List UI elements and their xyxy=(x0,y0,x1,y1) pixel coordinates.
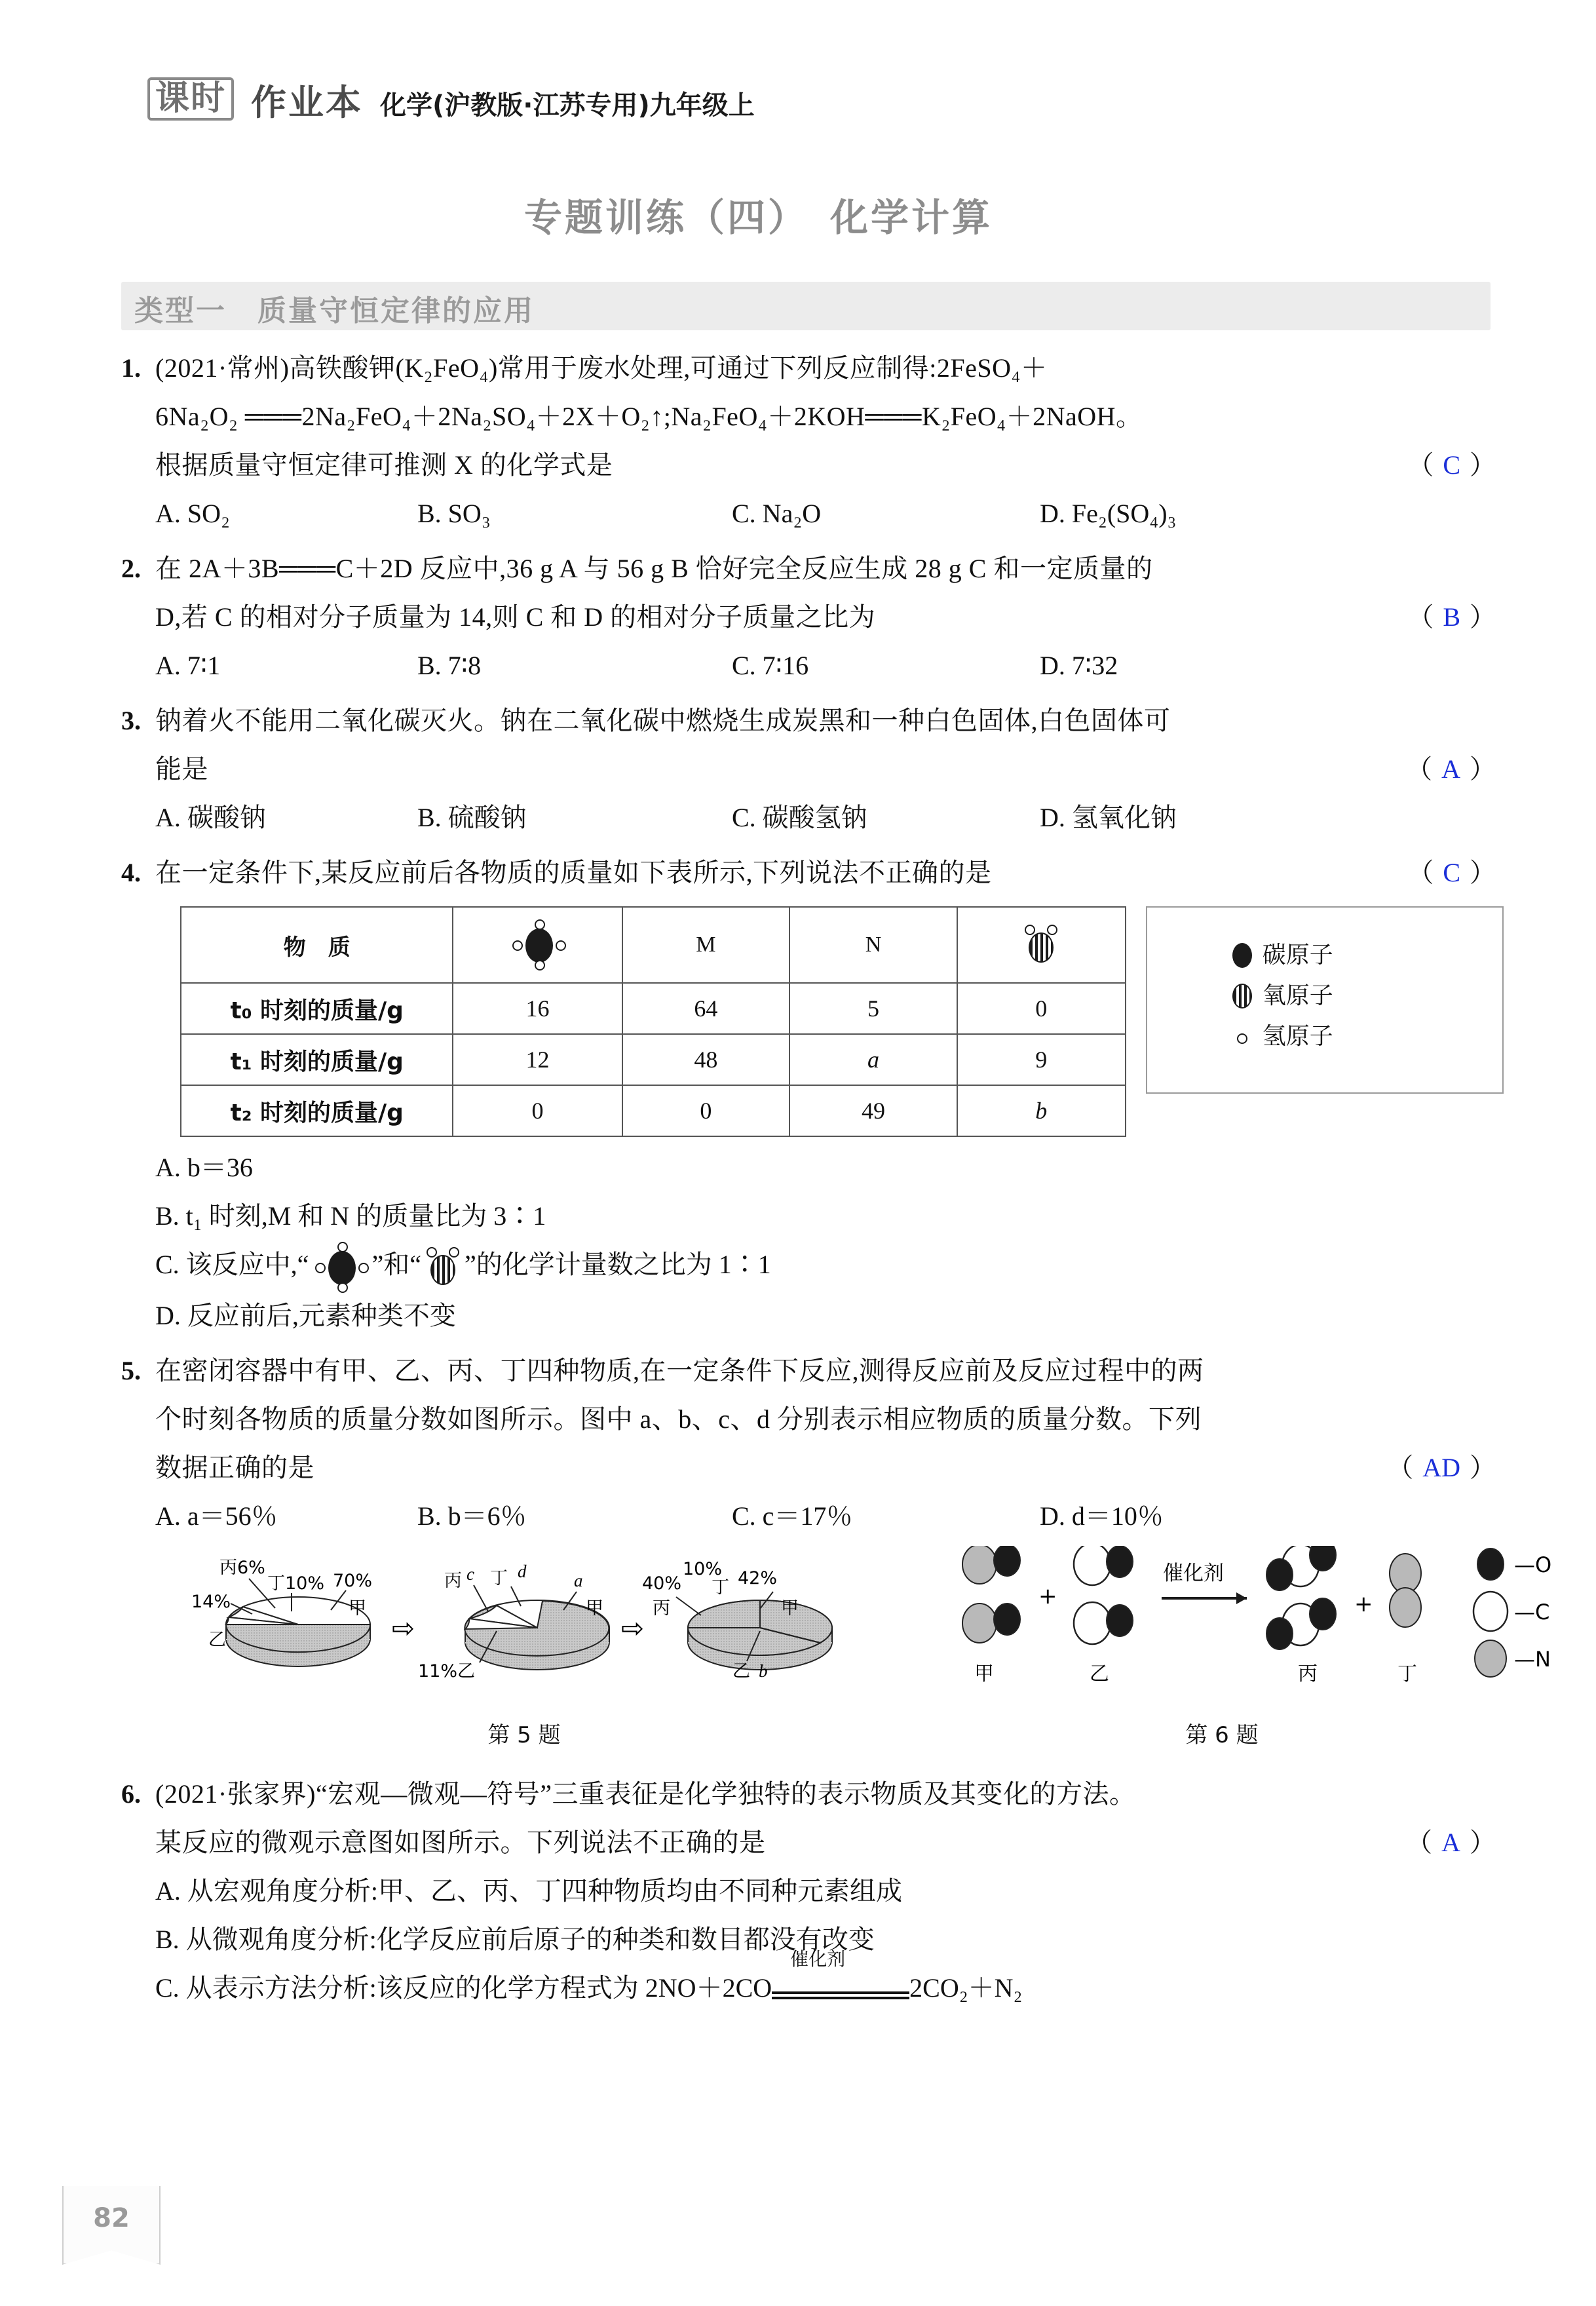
question-5-number: 5. xyxy=(121,1355,141,1385)
question-5-line-2: 个时刻各物质的质量分数如图所示。图中 a、b、c、d 分别表示相应物质的质量分数。下列 xyxy=(155,1404,1202,1434)
mol-bing-2 xyxy=(1266,1598,1336,1649)
molecule-legend xyxy=(1473,1548,1551,1677)
brand-logo-badge xyxy=(147,77,234,121)
section-banner-label: 类型一 质量守恒定律的应用 xyxy=(134,294,535,328)
legend-label-hydrogen: 氢原子 xyxy=(1262,1023,1333,1050)
legend-label-carbon: —C xyxy=(1514,1599,1550,1624)
question-3-line-2: 能是 xyxy=(155,754,208,784)
oxygen-atom-icon xyxy=(1232,984,1252,1009)
label-jia: 甲 xyxy=(974,1662,994,1685)
question-4-number: 4. xyxy=(121,858,141,887)
question-4 xyxy=(121,849,1504,1340)
pie2-label-d: d xyxy=(518,1561,527,1581)
question-4-option-c-mid: ”和“ xyxy=(371,1250,421,1279)
question-1-answer-letter: C xyxy=(1443,450,1460,480)
question-1-option-d[interactable]: D. Fe₂(SO₄)₃ xyxy=(1040,499,1177,528)
question-6-option-c[interactable] xyxy=(121,1948,1504,2015)
question-6-option-c-suffix: 2CO₂＋N₂ xyxy=(909,1972,1023,2003)
question-6-answer-letter: A xyxy=(1441,1827,1460,1857)
table-header-row xyxy=(181,907,1126,983)
pie1-label-jia: 甲 xyxy=(349,1598,366,1619)
question-4-option-c-prefix: C. 该反应中,“ xyxy=(155,1250,309,1279)
legend-icon-carbon xyxy=(1473,1592,1508,1631)
question-2 xyxy=(121,545,1504,690)
table-row xyxy=(181,1085,1126,1136)
question-4-option-c[interactable] xyxy=(121,1240,1504,1292)
question-3-option-c[interactable]: C. 碳酸氢钠 xyxy=(732,803,867,832)
legend-label-oxygen: 氧原子 xyxy=(1262,982,1333,1009)
question-1 xyxy=(121,344,1504,538)
question-4-option-c-suffix: ”的化学计量数之比为 1∶1 xyxy=(464,1250,771,1279)
plus-sign-2: + xyxy=(1354,1590,1373,1617)
question-1-option-b[interactable]: B. SO₃ xyxy=(417,499,491,528)
question-2-number: 2. xyxy=(121,554,141,583)
legend-label-carbon: 碳原子 xyxy=(1262,942,1333,969)
question-1-line-1: (2021·常州)高铁酸钾(K₂FeO₄)常用于废水处理,可通过下列反应制得:2FeSO₄＋ xyxy=(155,353,1048,383)
question-3-answer: （ A ） xyxy=(1406,754,1496,784)
question-3-option-d[interactable]: D. 氢氧化钠 xyxy=(1040,803,1177,832)
cell-t2-1: 0 xyxy=(622,1085,790,1136)
cell-t0-3: 0 xyxy=(957,983,1126,1034)
question-2-option-b[interactable]: B. 7∶8 xyxy=(417,651,482,680)
question-1-option-a[interactable]: A. SO₂ xyxy=(155,499,230,528)
molecular-diagram-svg xyxy=(953,1546,1596,1720)
question-2-answer-letter: B xyxy=(1443,602,1460,632)
question-5-line-1: 在密闭容器中有甲、乙、丙、丁四种物质,在一定条件下反应,测得反应前及反应过程中的两 xyxy=(155,1355,1204,1385)
brand-logo-chars: 课时 xyxy=(155,79,227,118)
question-4-option-b[interactable]: B. t₁ 时刻,M 和 N 的质量比为 3∶1 xyxy=(155,1201,546,1231)
page-header xyxy=(147,77,755,121)
pie3-label-ding: 丁 xyxy=(712,1577,729,1598)
question-1-number: 1. xyxy=(121,353,141,383)
question-2-line-2: D,若 C 的相对分子质量为 14,则 C 和 D 的相对分子质量之比为 xyxy=(155,602,876,632)
pie1-label-jia-pct: 70% xyxy=(333,1570,373,1591)
question-3-options xyxy=(121,794,1504,842)
figures-row xyxy=(121,1546,1552,1756)
question-4-option-d[interactable]: D. 反应前后,元素种类不变 xyxy=(155,1300,456,1330)
legend-item-oxygen xyxy=(1232,976,1502,1016)
co2-molecule-icon xyxy=(309,1243,371,1292)
pie3-label-ding-pct: 10% xyxy=(683,1558,723,1579)
question-6-catalyst-label: 催化剂 xyxy=(790,1948,846,1970)
table-header-co2-molecule xyxy=(453,907,622,983)
table-header-n: N xyxy=(789,907,957,983)
pie3-label-jia-pct: 42% xyxy=(738,1567,778,1588)
row-label-t1: t₁ 时刻的质量/g xyxy=(181,1034,453,1085)
pie3-label-jia: 甲 xyxy=(781,1598,799,1619)
cell-t1-0: 12 xyxy=(453,1034,622,1085)
page-title: 专题训练（四） 化学计算 xyxy=(524,195,993,240)
question-1-answer: （ C ） xyxy=(1407,450,1496,480)
question-2-answer: （ B ） xyxy=(1407,602,1496,632)
table-row xyxy=(181,983,1126,1034)
co2-molecule-icon xyxy=(506,921,569,969)
question-1-options xyxy=(121,490,1504,538)
label-ding: 丁 xyxy=(1397,1662,1417,1685)
question-6-answer: （ A ） xyxy=(1406,1827,1496,1857)
h2o-molecule-icon xyxy=(1019,923,1063,967)
question-3-answer-letter: A xyxy=(1441,754,1460,784)
legend-label-nitrogen: —N xyxy=(1514,1646,1551,1672)
label-yi: 乙 xyxy=(1090,1662,1109,1685)
mol-jia-1 xyxy=(962,1546,1020,1584)
pie1-label-yi: 乙 xyxy=(208,1629,226,1650)
row-label-t0: t₀ 时刻的质量/g xyxy=(181,983,453,1034)
table-header-h2o-molecule xyxy=(957,907,1126,983)
cell-t2-3: b xyxy=(957,1085,1126,1136)
pie2-label-ding: 丁 xyxy=(490,1567,508,1588)
row-label-t2: t₂ 时刻的质量/g xyxy=(181,1085,453,1136)
mol-yi-2 xyxy=(1074,1602,1133,1644)
legend-item-carbon xyxy=(1232,935,1502,976)
question-6 xyxy=(121,1770,1504,2015)
carbon-atom-icon xyxy=(1232,943,1252,968)
question-5-option-c[interactable]: C. c＝17％ xyxy=(732,1501,853,1531)
question-1-line-2: 6Na₂O₂ ═══2Na₂FeO₄＋2Na₂SO₄＋2X＋O₂↑;Na₂FeO₄＋2KOH═══K₂FeO₄＋2NaOH。 xyxy=(155,402,1143,431)
brand-logo-word: 作业本 xyxy=(251,82,364,123)
mol-ding xyxy=(1390,1554,1421,1627)
question-6-line-2: 某反应的微观示意图如图所示。下列说法不正确的是 xyxy=(155,1827,766,1857)
question-2-option-c[interactable]: C. 7∶16 xyxy=(732,651,809,680)
question-6-option-b[interactable]: B. 从微观角度分析:化学反应前后原子的种类和数目都没有改变 xyxy=(155,1924,875,1954)
question-4-table-area xyxy=(180,906,1504,1137)
question-3-number: 3. xyxy=(121,706,141,735)
pie1-label-bing: 丙6% xyxy=(219,1557,265,1578)
question-4-answer: （ C ） xyxy=(1407,858,1496,887)
hydrogen-atom-icon xyxy=(1237,1033,1247,1044)
question-4-line-1: 在一定条件下,某反应前后各物质的质量如下表所示,下列说法不正确的是 xyxy=(155,858,992,887)
pie3-label-yi: 乙 xyxy=(732,1661,750,1681)
question-5-options xyxy=(121,1492,1504,1541)
question-2-options xyxy=(121,642,1504,690)
question-5-answer-letter: AD xyxy=(1422,1452,1460,1482)
question-4-answer-letter: C xyxy=(1443,858,1460,887)
table-header-m: M xyxy=(622,907,790,983)
pie2-label-jia: 甲 xyxy=(586,1598,603,1619)
atom-legend xyxy=(1146,906,1504,1094)
question-5 xyxy=(121,1347,1552,1756)
question-1-line-3: 根据质量守恒定律可推测 X 的化学式是 xyxy=(155,450,613,480)
plus-sign-1: + xyxy=(1038,1583,1057,1609)
mol-bing-1 xyxy=(1266,1546,1336,1590)
pie-charts-svg xyxy=(183,1546,852,1720)
cell-t1-3: 9 xyxy=(957,1034,1126,1085)
figure-6-caption: 第 6 题 xyxy=(1185,1721,1259,1748)
question-6-option-c-prefix: C. 从表示方法分析:该反应的化学方程式为 2NO＋2CO xyxy=(155,1972,772,2003)
question-4-option-a[interactable]: A. b＝36 xyxy=(155,1153,253,1182)
questions-container xyxy=(121,344,1552,2022)
page-number: 82 xyxy=(93,2203,130,2233)
pie3-label-b: b xyxy=(759,1661,768,1681)
question-3-line-1: 钠着火不能用二氧化碳灭火。钠在二氧化碳中燃烧生成炭黑和一种白色固体,白色固体可 xyxy=(155,706,1171,735)
question-5-option-b[interactable]: B. b＝6％ xyxy=(417,1501,527,1531)
question-6-number: 6. xyxy=(121,1778,141,1809)
legend-icon-oxygen xyxy=(1477,1548,1504,1580)
cell-t1-2: a xyxy=(789,1034,957,1085)
question-5-answer: （ AD ） xyxy=(1387,1452,1496,1482)
cell-t1-1: 48 xyxy=(622,1034,790,1085)
pie1-label-ding: 丁10% xyxy=(267,1573,325,1594)
label-bing: 丙 xyxy=(1298,1662,1318,1685)
cell-t0-1: 64 xyxy=(622,983,790,1034)
pie3-label-bing: 丙 xyxy=(653,1598,670,1619)
cell-t2-0: 0 xyxy=(453,1085,622,1136)
legend-label-oxygen: —O xyxy=(1514,1552,1552,1577)
pie3-label-bing-pct: 40% xyxy=(642,1573,682,1594)
question-3 xyxy=(121,697,1504,842)
question-2-line-1: 在 2A＋3B═══C＋2D 反应中,36 g A 与 56 g B 恰好完全反应生成 28 g C 和一定质量的 xyxy=(155,554,1153,583)
header-subtitle: 化学(沪教版·江苏专用)九年级上 xyxy=(380,90,755,121)
h2o-molecule-icon xyxy=(421,1246,465,1289)
pie2-label-yi-pct: 11%乙 xyxy=(418,1661,476,1681)
pie-arrow-2: ⇨ xyxy=(621,1611,645,1644)
cell-t2-2: 49 xyxy=(789,1085,957,1136)
question-3-option-a[interactable]: A. 碳酸钠 xyxy=(155,803,266,832)
catalyst-label: 催化剂 xyxy=(1163,1561,1224,1585)
figure-question-5 xyxy=(183,1546,852,1749)
figure-5-caption: 第 5 题 xyxy=(487,1721,561,1748)
cell-t0-2: 5 xyxy=(789,983,957,1034)
question-3-option-b[interactable]: B. 硫酸钠 xyxy=(417,803,527,832)
question-6-line-1: (2021·张家界)“宏观—微观—符号”三重表征是化学独特的表示物质及其变化的方法。 xyxy=(155,1778,1136,1809)
pie2-label-bing: 丙 xyxy=(444,1570,462,1591)
legend-item-hydrogen xyxy=(1232,1016,1502,1057)
legend-icon-nitrogen xyxy=(1475,1640,1506,1677)
question-5-option-d[interactable]: D. d＝10％ xyxy=(1040,1501,1164,1531)
pie2-label-c: c xyxy=(466,1564,474,1584)
table-row xyxy=(181,1034,1126,1085)
pie2-label-a: a xyxy=(574,1570,583,1590)
mol-jia-2 xyxy=(962,1604,1020,1643)
figure-question-6 xyxy=(953,1546,1596,1749)
cell-t0-0: 16 xyxy=(453,983,622,1034)
substance-mass-table xyxy=(180,906,1126,1137)
question-2-option-d[interactable]: D. 7∶32 xyxy=(1040,651,1118,680)
question-5-option-a[interactable]: A. a＝56％ xyxy=(155,1501,278,1531)
question-5-line-3: 数据正确的是 xyxy=(155,1452,314,1482)
question-2-option-a[interactable]: A. 7∶1 xyxy=(155,651,221,680)
question-6-option-a[interactable]: A. 从宏观角度分析:甲、乙、丙、丁四种物质均由不同种元素组成 xyxy=(155,1875,902,1906)
mol-yi-1 xyxy=(1074,1546,1133,1585)
pie1-label-yi-pct: 14% xyxy=(191,1591,231,1612)
table-header-substance: 物 质 xyxy=(181,907,453,983)
question-1-option-c[interactable]: C. Na₂O xyxy=(732,499,822,528)
pie-arrow-1: ⇨ xyxy=(392,1611,415,1644)
